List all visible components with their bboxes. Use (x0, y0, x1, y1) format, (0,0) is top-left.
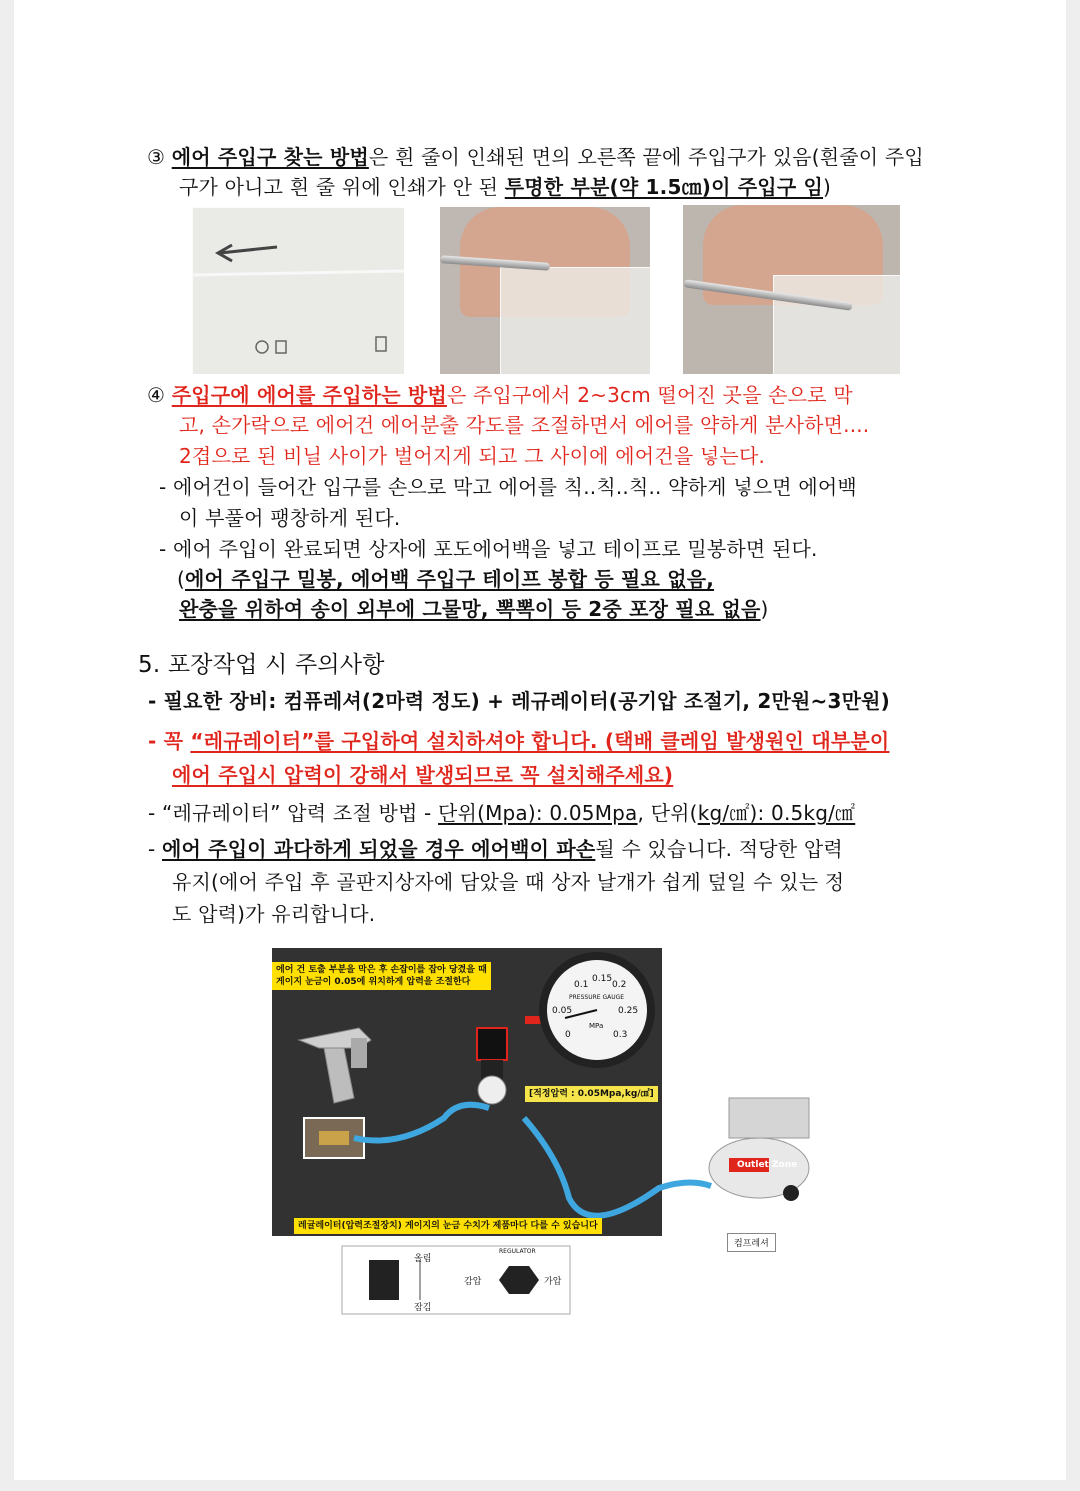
document-page (14, 0, 1066, 1480)
dial-right-label: 가압 (544, 1277, 562, 1287)
bullet-2-line-1: - 에어 주입이 완료되면 상자에 포도에어백을 넣고 테이프로 밀봉하면 된다. (159, 537, 818, 561)
callout-top-line-2: 게이지 눈금이 0.05에 위치하게 압력을 조절한다 (276, 977, 471, 987)
bullet-2-emphasis-1: 에어 주입구 밀봉, 에어백 주입구 테이프 봉합 등 필요 없음, (185, 567, 715, 591)
section-5-warning-line-2: 에어 주입시 압력이 강해서 발생되므로 꼭 설치해주세요) (172, 763, 674, 787)
knob-shape-icon (369, 1260, 399, 1300)
section-3-line-2 (179, 174, 831, 200)
gauge-tick-0-05: 0.05 (552, 1006, 573, 1016)
gauge-tick-0-1: 0.1 (574, 980, 589, 990)
warning-prefix: - 꼭 (148, 729, 191, 753)
section-5-overpressure-line-1 (148, 836, 843, 862)
hose-left (354, 1105, 489, 1141)
diagram-drawing (259, 948, 819, 1318)
regulator-knob (477, 1028, 507, 1060)
section-5-warning-line-1 (148, 728, 889, 754)
bullet-1-line-1: - 에어건이 들어간 입구를 손으로 막고 에어를 칙..칙..칙.. 약하게 넣으면 에어백 (159, 475, 857, 499)
section-4-text-1: 은 주입구에서 2~3cm 떨어진 곳을 손으로 막 (446, 383, 853, 407)
section-3-line-1 (147, 144, 924, 170)
section-4-line-1 (147, 382, 853, 408)
bullet-2-line-2 (177, 566, 714, 592)
gauge-center-label: PRESSURE GAUGE (569, 994, 625, 1001)
section-4-line-3: 2겹으로 된 비닐 사이가 벌어지게 되고 그 사이에 에어건을 넣는다. (179, 444, 766, 468)
compressor-label: 컴프레셔 (727, 1233, 776, 1252)
knob-down-label: 잠김 (414, 1303, 432, 1313)
photo-bag-arrow (192, 207, 404, 374)
gauge-tick-0-3: 0.3 (613, 1030, 628, 1040)
section-5-heading: 5. 포장작업 시 주의사항 (138, 652, 385, 678)
optimal-pressure-label: [적정압력 : 0.05Mpa,kg/㎠] (525, 1086, 658, 1102)
gauge-tick-0-25: 0.25 (618, 1006, 639, 1016)
section-5-equipment: - 필요한 장비: 컴퓨레셔(2마력 정도) + 레규레이터(공기압 조절기, 2만원~3만원) (148, 689, 890, 713)
compressor-icon (709, 1098, 809, 1201)
over-prefix: - (148, 837, 162, 861)
section-4-line-2: 고, 손가락으로 에어건 에어분출 각도를 조절하면서 에어를 약하게 분사하면.... (179, 413, 870, 437)
over-emphasis: 에어 주입이 과다하게 되었을 경우 에어백이 파손 (161, 837, 596, 861)
section-3-text-2: 구가 아니고 흰 줄 위에 인쇄가 안 된 (179, 175, 505, 199)
gauge-tick-0: 0 (565, 1030, 571, 1040)
section-3-number: ③ (147, 145, 166, 169)
compressor-brand: Outlet Zone (737, 1160, 798, 1170)
callout-top-line-1: 에어 건 토출 부분을 막은 후 손잡이를 잡아 당겼을 때 (276, 965, 487, 975)
dial-top-label: REGULATOR (499, 1248, 536, 1255)
warning-emphasis-1: “레규레이터”를 구입하여 설치하셔야 합니다. (택배 클레임 발생원인 대부분이 (190, 729, 890, 753)
bullet-2-line-3 (179, 596, 769, 622)
method-sep: , 단위( (637, 801, 698, 825)
gauge-tick-0-2: 0.2 (612, 980, 627, 990)
photo-hand-airgun (683, 205, 900, 374)
section-3-close: ) (823, 175, 832, 199)
bullet-2-open: ( (177, 567, 186, 591)
knob-up-label: 올림 (414, 1254, 432, 1264)
gauge-tick-0-15: 0.15 (592, 974, 613, 984)
section-5-overpressure-line-3: 도 압력)가 유리합니다. (172, 902, 376, 926)
bullet-2-emphasis-2: 완충을 위하여 송이 외부에 그물망, 뽁뽁이 등 2중 포장 필요 없음 (179, 597, 761, 621)
section-5-pressure-method (148, 800, 855, 826)
air-gun-icon (299, 1028, 371, 1103)
photo-hand-rod (440, 207, 650, 374)
callout-bottom: 레귤레이터(압력조절장치) 게이지의 눈금 수치가 제품마다 다를 수 있습니다 (294, 1218, 602, 1234)
regulator-diagram (259, 948, 819, 1318)
section-4-title: 주입구에 에어를 주입하는 방법 (171, 383, 447, 407)
bullet-1-line-2: 이 부풀어 팽창하게 된다. (179, 506, 401, 530)
section-5-overpressure-line-2: 유지(에어 주입 후 골판지상자에 담았을 때 상자 날개가 쉽게 덮일 수 있는 정 (172, 870, 845, 894)
hose-right (524, 1118, 711, 1216)
section-3-emphasis: 투명한 부분(약 1.5㎝)이 주입구 임 (504, 175, 824, 199)
bullet-2-close: ) (760, 597, 769, 621)
over-text-1: 될 수 있습니다. 적당한 압력 (595, 837, 843, 861)
method-label: - “레규레이터” 압력 조절 방법 - (148, 801, 439, 825)
section-3-text-1: 은 흰 줄이 인쇄된 면의 오른쪽 끝에 주입구가 있음(흰줄이 주입 (368, 145, 924, 169)
dial-left-label: 감압 (464, 1277, 482, 1287)
section-3-title: 에어 주입구 찾는 방법 (171, 145, 369, 169)
section-4-number: ④ (147, 383, 166, 407)
method-unit-mpa: 단위(Mpa): 0.05Mpa (438, 801, 638, 825)
method-unit-kg: kg/㎠): 0.5kg/㎠ (697, 801, 856, 825)
gauge-unit-label: MPa (589, 1022, 604, 1030)
